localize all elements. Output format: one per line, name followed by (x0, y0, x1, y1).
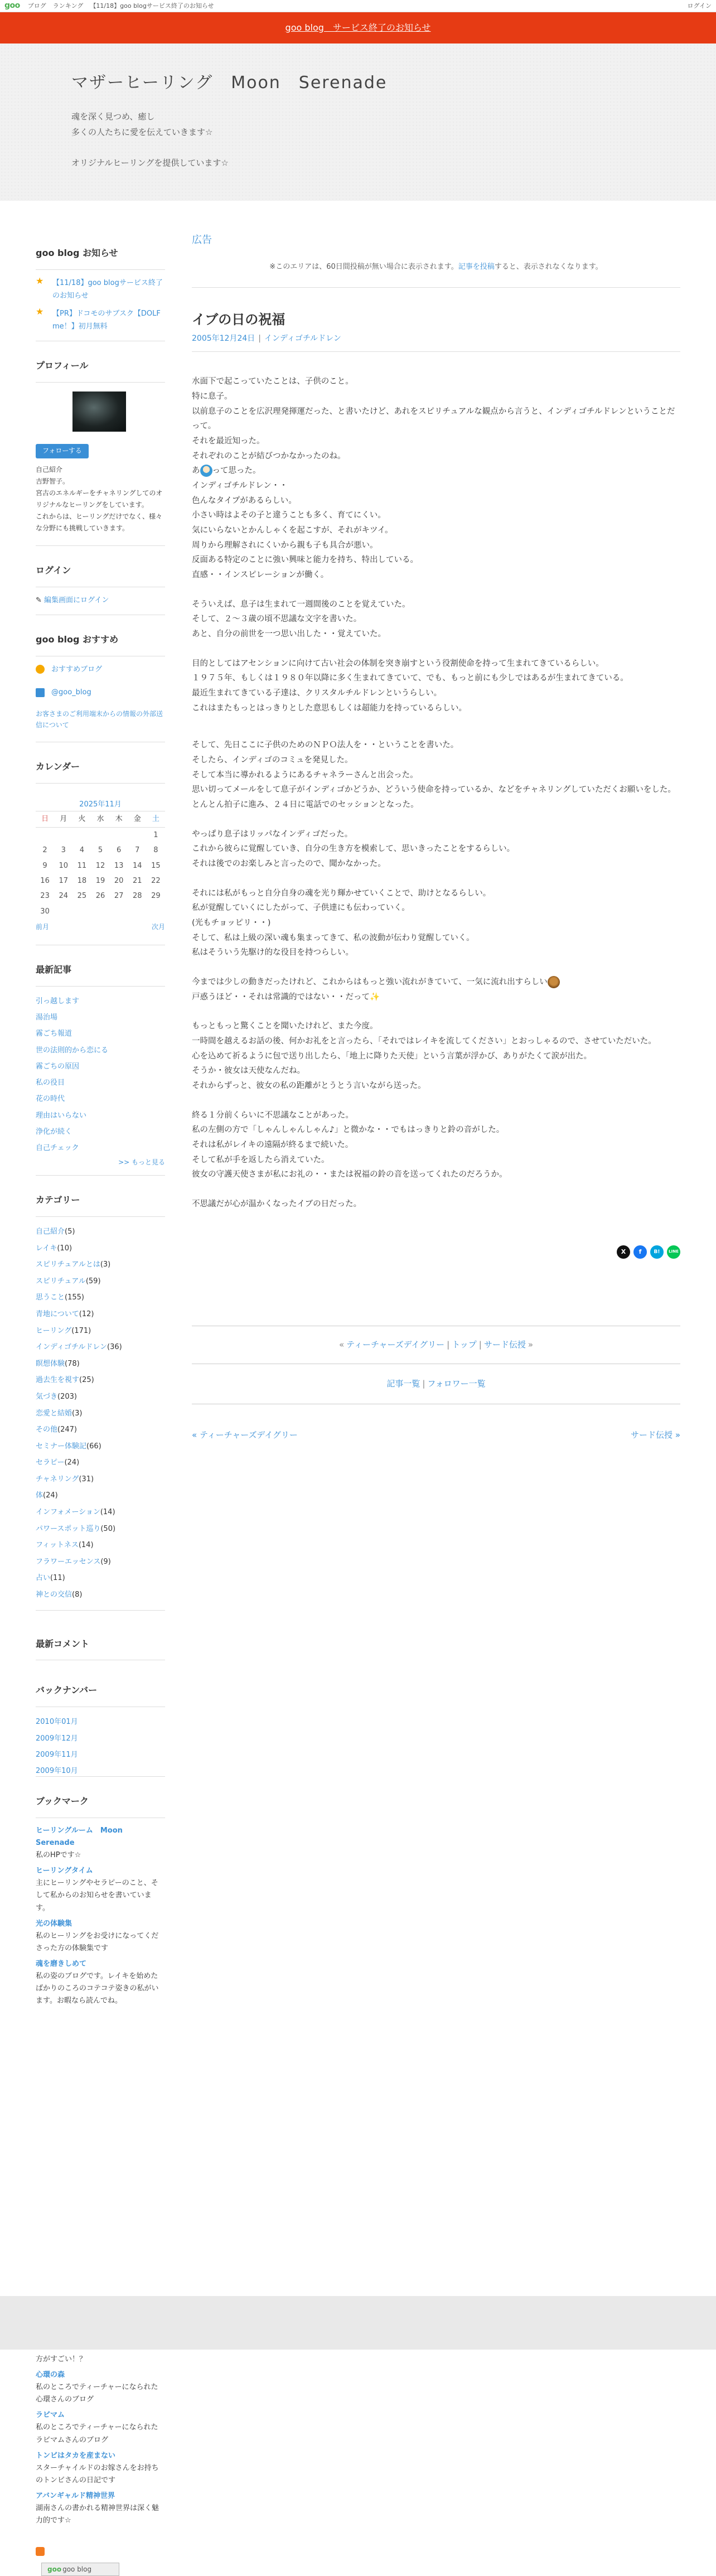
bookmark-desc: 私のHPです☆ (36, 1851, 81, 1860)
category-count: (31) (79, 1475, 94, 1483)
category-link[interactable]: 気づき (36, 1392, 58, 1401)
categories-widget (36, 1192, 165, 1610)
category-item[interactable] (36, 1273, 165, 1290)
category-count: (171) (71, 1326, 91, 1335)
profile-widget (36, 358, 165, 545)
backnumber-item[interactable] (36, 1747, 165, 1763)
calendar-day: 1 (153, 830, 158, 839)
divider (36, 545, 165, 546)
calendar-day: 13 (114, 861, 124, 870)
calendar-day: 2 (42, 846, 47, 855)
calendar-day: 6 (116, 846, 122, 855)
calendar-day: 21 (133, 877, 142, 886)
bookmark-desc: 私の姿のブログです。レイキを始めたばかりのころのコテコテ姿きの私がいます。お暇なら読んでね。 (36, 1972, 159, 2005)
recommend-item[interactable] (36, 686, 165, 699)
calendar-day: 14 (133, 861, 142, 870)
category-link[interactable]: スピリチュアルとは (36, 1260, 100, 1269)
profile-image[interactable] (72, 392, 126, 432)
goo-badge-logo: goo (47, 2565, 62, 2574)
bookmark-desc: 私のヒーリングをお受けになってくださった方の体験集です (36, 1931, 159, 1952)
comments-heading: 最新コメント (36, 1636, 165, 1661)
recent-post-item[interactable] (36, 1026, 165, 1042)
bookmark-desc: 主にヒーリングやセラピーのこと、そして私からのお知らせを書いています。 (36, 1879, 158, 1912)
bookmark-desc: 湖南さんの書かれる精神世界は深く魅力的です☆ (36, 2504, 159, 2525)
category-item[interactable] (36, 1454, 165, 1471)
twitter-icon (36, 688, 45, 697)
category-item[interactable] (36, 1570, 165, 1587)
meta-separator: | (258, 334, 261, 343)
calendar-day (54, 827, 72, 843)
bookmark-title[interactable]: 光の体験集 (36, 1919, 72, 1928)
category-count: (78) (65, 1359, 80, 1368)
calendar-day: 11 (77, 861, 87, 870)
news-link[interactable]: 【11/18】goo blogサービス終了のお知らせ (52, 278, 163, 301)
post-paragraph (192, 975, 680, 1004)
news-item[interactable] (36, 277, 165, 303)
blog-post (192, 308, 680, 1259)
category-item[interactable] (36, 1504, 165, 1521)
weekday-label: 金 (133, 815, 141, 824)
post-paragraph: 終る１分前くらいに不思議なことがあった。 私の左側の方で「しゃんしゃんしゃん♪」と微かな・・でもはっきりと鈴の音がした。 それは私がレイキの遠隔が終るまで続いた。 そして私が手を返したら消えていた。 彼女の守護天使さまが私にお礼の・・または祝福の鈴の音を送ってくれたのだろうか。 (192, 1110, 507, 1180)
category-link[interactable]: 自己紹介 (36, 1227, 65, 1236)
category-count: (14) (100, 1508, 115, 1517)
weekday-label: 土 (152, 815, 159, 824)
backnumber-link[interactable]: 2009年11月 (36, 1750, 78, 1759)
login-link[interactable]: ログイン (687, 2, 712, 9)
calendar-week (36, 843, 165, 858)
calendar-day: 20 (114, 877, 124, 886)
calendar-day (91, 904, 109, 919)
bookmark-title[interactable]: 魂を磨きしめて (36, 1959, 87, 1968)
nav-top-link[interactable]: トップ (452, 1339, 477, 1350)
category-link[interactable]: 思うこと (36, 1293, 65, 1302)
category-item[interactable] (36, 1587, 165, 1603)
nav-separator: | (422, 1378, 425, 1389)
category-count: (155) (65, 1293, 84, 1302)
category-count: (24) (43, 1491, 58, 1500)
rss-icon[interactable] (36, 2547, 45, 2556)
next-month-link[interactable]: 次月 (151, 923, 165, 931)
follower-list-link[interactable]: フォロワー一覧 (427, 1378, 486, 1389)
category-link[interactable]: パワースポット巡り (36, 1524, 101, 1533)
recommend-item[interactable] (36, 663, 165, 676)
bear-face-icon (548, 976, 560, 988)
category-link[interactable]: 体 (36, 1491, 43, 1500)
nav-separator: | (478, 1339, 482, 1350)
recommend-blog-link[interactable]: おすすめブログ (51, 665, 103, 674)
nav-separator: | (447, 1339, 450, 1350)
news-widget (36, 245, 165, 341)
category-link[interactable]: 青地について (36, 1309, 79, 1318)
category-link[interactable]: 過去生を視す (36, 1376, 80, 1385)
calendar-day: 10 (59, 861, 68, 870)
blog-header (0, 44, 716, 201)
post-text: あ (192, 466, 200, 476)
category-count: (59) (85, 1277, 101, 1285)
footer-bookmark-list (36, 2353, 165, 2527)
calendar-day: 12 (95, 861, 105, 870)
bookmark-scroll[interactable] (36, 1825, 165, 2005)
calendar-week (36, 827, 165, 843)
bookmark-desc: スターチャイルドのお嫁さんをお持ちのトンビさんの日記です (36, 2463, 159, 2485)
divider (192, 287, 680, 288)
post-paragraph (192, 463, 680, 582)
blog-title[interactable]: マザーヒーリング Moon Serenade (71, 73, 388, 93)
category-count: (5) (65, 1227, 75, 1236)
star-icon: ★ (36, 275, 44, 286)
recent-post-item[interactable] (36, 1124, 165, 1140)
prev-next-nav (192, 1428, 680, 1443)
post-text: って思った。 インディゴチルドレン・・ 色んなタイプがあるらしい。 小さい時はよその子と違うことも多く、育てにくい。 気にいらないとかんしゃくを起こすが、それがキツイ。 周りから理解されにくいから親も子も具合が悪い。 反面ある特定のことに強い興味と能力を持ち、特出している。 直感・・インスピレーションが働く。 (192, 466, 418, 579)
follow-button[interactable]: フォローする (36, 444, 89, 458)
calendar-day (54, 904, 72, 919)
category-item[interactable] (36, 1521, 165, 1538)
news-heading: goo blog お知らせ (36, 245, 165, 270)
category-link[interactable]: レイキ (36, 1244, 57, 1253)
post-paragraph: そういえば、息子は生まれて一週間後のことを覚えていた。 そして、２〜３歳の頃不思議な文字を書いた。 あと、自分の前世を一つ思い出した・・覚えていた。 (192, 600, 410, 639)
calendar-week (36, 904, 165, 919)
recent-posts-heading: 最新記事 (36, 962, 165, 987)
calendar-day: 7 (135, 846, 140, 855)
categories-list (36, 1224, 165, 1603)
category-count: (11) (50, 1574, 65, 1583)
recent-posts-widget (36, 962, 165, 1176)
bookmark-title[interactable]: トンビはタカを産まない (36, 2451, 116, 2460)
category-count: (203) (57, 1392, 77, 1401)
recent-post-item[interactable] (36, 1108, 165, 1124)
calendar-day: 23 (40, 892, 50, 901)
bookmark-widget (36, 1794, 165, 2005)
calendar-day: 29 (151, 892, 161, 901)
recent-post-link[interactable]: 引っ越します (36, 997, 80, 1006)
calendar-day (36, 827, 54, 843)
sidebar (36, 245, 165, 2005)
post-text: 今までは少しの動きだったけれど、これからはもっと強い流れがきていて、一気に流れ出すらしい (192, 978, 548, 987)
backnumber-item[interactable] (36, 1731, 165, 1747)
edit-login-link[interactable]: 編集画面にログイン (44, 596, 109, 605)
bookmark-desc: 私のところでティーチャーになられたラビマムさんのブログ (36, 2423, 158, 2444)
category-count: (50) (100, 1524, 116, 1533)
category-link[interactable]: 占い (36, 1574, 51, 1583)
calendar-day (110, 827, 128, 843)
category-count: (247) (57, 1425, 77, 1434)
share-buttons (192, 1245, 680, 1259)
recent-post-item[interactable] (36, 1009, 165, 1026)
category-item[interactable] (36, 1405, 165, 1422)
category-link[interactable]: セラピー (36, 1458, 65, 1467)
divider (36, 1610, 165, 1611)
surprised-face-icon (200, 465, 212, 477)
backnumber-list (36, 1714, 165, 1779)
calendar-day (72, 827, 91, 843)
calendar-day: 26 (95, 892, 105, 901)
service-end-banner[interactable]: goo blog サービス終了のお知らせ (0, 12, 716, 44)
recent-post-link[interactable]: 霧ごちの原因 (36, 1062, 80, 1071)
calendar-day: 9 (42, 861, 47, 870)
category-item[interactable] (36, 1289, 165, 1306)
profile-heading: プロフィール (36, 358, 165, 383)
list-nav-line (192, 1364, 680, 1391)
recent-post-link[interactable]: 自己チェック (36, 1144, 79, 1153)
calendar-day: 18 (77, 877, 87, 886)
recent-post-link[interactable]: 世の法則的から恋にる (36, 1046, 109, 1055)
recent-post-link[interactable]: 浄化が続く (36, 1127, 72, 1136)
post-paragraph: それには私がもっと自分自身の魂を光り輝かせていくことで、助けとなるらしい。 私が覚醒していくにしたがって、子供達にも伝わっていく。 (光もチョッピリ・・) そして、私は上級の深い魂も集まってきて、私の波動が伝わり覚醒していく。 私はそういう先駆け的な役目を持つらしい。 (192, 888, 491, 958)
bulb-icon (36, 665, 45, 674)
calendar-day: 19 (95, 877, 105, 886)
category-link[interactable]: インフォメーション (36, 1508, 100, 1517)
recent-post-item[interactable] (36, 1091, 165, 1107)
calendar-day: 15 (151, 861, 161, 870)
category-link[interactable]: その他 (36, 1425, 58, 1434)
login-heading: ログイン (36, 563, 165, 587)
category-item[interactable] (36, 1372, 165, 1389)
ad-heading: 広告 (192, 234, 212, 246)
comments-widget (36, 1636, 165, 1661)
post-paragraph: やっぱり息子はリッパなインディゴだった。 これから彼らに覚醒していき、自分の生き方を模索して、思いきったことをするらしい。 それは後でのお楽しみと言ったので、聞かなかった。 (192, 829, 515, 868)
calendar-nav (36, 921, 165, 934)
post-body (192, 374, 680, 1212)
bookmark-heading: ブックマーク (36, 1794, 165, 1818)
sparkle-icon: ✨ (370, 992, 380, 1002)
categories-heading: カテゴリー (36, 1192, 165, 1217)
bookmark-title[interactable]: アバンギャルド精神世界 (36, 2491, 115, 2500)
category-item[interactable] (36, 1438, 165, 1455)
calendar-day: 8 (153, 846, 158, 855)
ranking-link[interactable]: ランキング (52, 2, 84, 9)
weekday-label: 日 (41, 815, 49, 824)
bookmark-title[interactable]: 心環の森 (36, 2371, 65, 2380)
category-link[interactable]: インディゴチルドレン (36, 1343, 107, 1352)
calendar-week (36, 888, 165, 903)
bookmark-title[interactable]: ヒーリングルーム Moon Serenade (36, 1826, 130, 1848)
calendar-day: 4 (79, 846, 84, 855)
category-link[interactable]: スピリチュアル (36, 1277, 86, 1285)
weekday-label: 月 (60, 815, 67, 824)
goo-badge-label: goo blog (62, 2565, 92, 2574)
hatena-share-icon[interactable]: B! (650, 1245, 664, 1259)
category-item[interactable] (36, 1389, 165, 1405)
more-posts-link[interactable]: >> もっと見る (118, 1158, 165, 1166)
profile-text: 自己紹介 吉野智子。 宮古のエネルギーをチャネリングしてのオリジナルなヒーリングをしています。 これからは、ヒーリングだけでなく、様々な分野にも挑戦していきます。 (36, 465, 163, 532)
weekday-label: 火 (78, 815, 86, 824)
post-paragraph: もっともっと驚くことを聞いたけれど、また今度。 一時間を越えるお話の後、何かお礼をと言ったら、「それではレイキを流してください」とおっしゃるので、させていただいた。 心を込めて祈るように包で送り出したら、「地上に降りた天使」という言葉が浮かび、ありがたくて涙が出た。 そうか・彼女は天使なんだね。 それからずっと、彼女の私の距離がとうとう言いながら送った。 (192, 1022, 656, 1091)
ad-note-text: ※このエリアは、60日間投稿が無い場合に表示されます。 (269, 263, 458, 272)
calendar-body (36, 827, 165, 919)
category-count: (25) (79, 1376, 94, 1385)
calendar-week (36, 873, 165, 888)
calendar-day: 30 (40, 907, 50, 916)
backnumber-link[interactable]: 2009年12月 (36, 1734, 78, 1743)
recent-post-link[interactable]: 理由はいらない (36, 1111, 87, 1120)
category-link[interactable]: セミナー体験記 (36, 1442, 87, 1451)
login-widget (36, 563, 165, 615)
nav-prev-link[interactable]: ティーチャーズデイグリー (346, 1339, 445, 1350)
category-count: (8) (72, 1591, 83, 1599)
backnumber-widget (36, 1683, 165, 1777)
category-count: (12) (79, 1309, 94, 1318)
bookmark-desc: 方がすごい！？ (36, 2355, 87, 2364)
post-date[interactable]: 2005年12月24日 (192, 334, 255, 343)
category-item[interactable] (36, 1240, 165, 1257)
calendar-weekdays (36, 811, 165, 827)
category-item[interactable] (36, 1356, 165, 1372)
category-count: (3) (100, 1260, 111, 1269)
calendar-day: 27 (114, 892, 124, 901)
recent-post-link[interactable]: 霧ごち報道 (36, 1030, 72, 1038)
top-utility-bar (0, 0, 716, 12)
prev-post-link[interactable]: « ティーチャーズデイグリー (192, 1429, 298, 1440)
calendar-day: 16 (40, 877, 50, 886)
post-category[interactable]: インディゴチルドレン (264, 334, 341, 343)
weekday-label: 水 (96, 815, 104, 824)
recent-post-link[interactable]: 私の役目 (36, 1079, 65, 1088)
post-article-link[interactable]: 記事を投稿 (458, 263, 495, 272)
calendar-day (110, 904, 128, 919)
post-title[interactable]: イブの日の祝福 (192, 311, 286, 327)
backnumber-scroll[interactable] (36, 1714, 165, 1776)
category-item[interactable] (36, 1554, 165, 1570)
divider (192, 351, 680, 352)
article-list-link[interactable]: 記事一覧 (386, 1378, 420, 1389)
backnumber-link[interactable]: 2010年01月 (36, 1718, 78, 1727)
category-link[interactable]: チャネリング (36, 1475, 79, 1483)
category-count: (24) (64, 1458, 80, 1467)
calendar-week (36, 858, 165, 873)
category-count: (66) (86, 1442, 101, 1451)
recent-post-item[interactable] (36, 993, 165, 1009)
calendar-heading: カレンダー (36, 759, 165, 784)
category-count: (10) (57, 1244, 72, 1253)
service-end-link[interactable]: 【11/18】goo blogサービス終了のお知らせ (90, 2, 214, 9)
divider (36, 1175, 165, 1176)
calendar-month: 2025年11月 (79, 800, 122, 809)
category-item[interactable] (36, 1487, 165, 1504)
calendar-day: 22 (151, 877, 161, 886)
recent-post-item[interactable] (36, 1042, 165, 1059)
footer-bookmark-continuation (36, 2353, 165, 2576)
prev-month-link[interactable]: 前月 (36, 923, 50, 931)
post-navigation (192, 1326, 680, 1443)
weekday-label: 木 (115, 815, 123, 824)
bookmark-title[interactable]: ラビマム (36, 2411, 65, 2420)
category-link[interactable]: 神との交信 (36, 1591, 72, 1599)
category-item[interactable] (36, 1224, 165, 1240)
calendar-day (91, 827, 109, 843)
bookmark-desc: 私のところでティーチャーになられた心環さんのブログ (36, 2383, 158, 2404)
news-item[interactable] (36, 307, 165, 334)
category-link[interactable]: ヒーリング (36, 1326, 72, 1335)
category-link[interactable]: 瞑想体験 (36, 1359, 65, 1368)
edit-login-item[interactable] (36, 594, 165, 607)
recommend-widget (36, 632, 165, 742)
category-count: (36) (107, 1343, 122, 1352)
news-link[interactable]: 【PR】ドコモのサブスク【DOLF me！】初月無料 (52, 309, 161, 331)
category-link[interactable]: 恋愛と結婚 (36, 1409, 72, 1418)
post-paragraph: 不思議だが心が温かくなったイブの日だった。 (192, 1200, 362, 1209)
category-item[interactable] (36, 1256, 165, 1273)
calendar-widget (36, 759, 165, 945)
pencil-icon: ✎ (36, 596, 45, 605)
calendar-day (72, 904, 91, 919)
goo-blog-badge[interactable] (41, 2563, 119, 2576)
line-share-icon[interactable]: LINE (667, 1245, 680, 1259)
x-share-icon[interactable]: X (617, 1245, 630, 1259)
post-paragraph: 目的としてはアセンションに向けて古い社会の体制を突き崩すという役割使命を持って生まれてきているらしい。 １９７５年、もしくは１９８０年以降に多く生まれてきていて、でも、もっと前にも少しではあるが生まれてきている。 最近生まれてきている子達は、クリスタルチルドレンというらしい。 これはまたもっとはっきりとした意思もしくは超能力を持っているらしい。 (192, 659, 628, 713)
recommend-heading: goo blog おすすめ (36, 632, 165, 656)
backnumber-item[interactable] (36, 1714, 165, 1730)
blog-link[interactable]: ブログ (27, 2, 46, 9)
backnumber-link[interactable]: 2009年10月 (36, 1767, 78, 1776)
nav-mark: » (528, 1339, 534, 1350)
nav-next-link[interactable]: サード伝授 (483, 1339, 526, 1350)
calendar-day: 25 (77, 892, 87, 901)
calendar-day: 28 (133, 892, 142, 901)
category-item[interactable] (36, 1471, 165, 1488)
category-count: (3) (72, 1409, 83, 1418)
ad-note-text: すると、表示されなくなります。 (494, 263, 603, 272)
recent-post-item[interactable] (36, 1075, 165, 1091)
calendar-day: 17 (59, 877, 68, 886)
category-count: (9) (100, 1557, 111, 1566)
post-nav-line (192, 1326, 680, 1364)
external-info-link[interactable]: お客さまのご利用端末からの情報の外部送信について (36, 709, 163, 729)
main-content (192, 231, 680, 1443)
blog-description: 魂を深く見つめ、癒し 多くの人たちに愛を伝えていきます☆ オリジナルヒーリングを提供しています☆ (71, 112, 229, 168)
calendar-table (36, 811, 165, 919)
bookmark-list (36, 1825, 165, 2007)
recent-post-item[interactable] (36, 1059, 165, 1075)
goo-logo[interactable]: goo (4, 1, 20, 10)
recent-post-link[interactable]: 花の時代 (36, 1095, 65, 1104)
recent-post-link[interactable]: 湯治場 (36, 1013, 58, 1022)
ad-note (192, 260, 680, 273)
post-paragraph: 水面下で起こっていたことは、子供のこと。 特に息子。 以前息子のことを広沢理発揮運だった、と書いたけど、あれをスピリチュアルな観点から言うと、インディゴチルドレンということだって。 それを最近知った。 それぞれのことが結びつかなかったのね。 (192, 377, 675, 461)
post-meta (192, 332, 680, 346)
category-item[interactable] (36, 1537, 165, 1554)
calendar-day (147, 904, 165, 919)
category-item[interactable] (36, 1339, 165, 1356)
nav-mark: « (338, 1339, 345, 1350)
calendar-day (128, 904, 147, 919)
footer-band (0, 2296, 716, 2350)
category-item[interactable] (36, 1323, 165, 1340)
recent-post-item[interactable] (36, 1140, 165, 1156)
more-posts-item (36, 1157, 165, 1169)
next-post-link[interactable]: サード伝授 » (631, 1429, 680, 1440)
calendar-day (128, 827, 147, 843)
facebook-share-icon[interactable]: f (633, 1245, 647, 1259)
category-link[interactable]: フラワーエッセンス (36, 1557, 101, 1566)
category-item[interactable] (36, 1422, 165, 1438)
star-icon: ★ (36, 306, 44, 317)
post-paragraph: そして、先日ここに子供のためのＮＰＯ法人を・・ということを書いた。 そしたら、インディゴのコミュを発見した。 そして本当に導かれるようにあるチャネラーさんと出会った。 思い切ってメールをして息子がインディゴかどうか、どういう使命を持っているか、などをチャネリングしていただくお願いをした。 とんとん拍子に進み、２４日に電話でのセッションとなった。 (192, 741, 676, 809)
bookmark-title[interactable]: ヒーリングタイム (36, 1867, 93, 1876)
recent-posts-list (36, 993, 165, 1157)
calendar-day: 3 (61, 846, 66, 855)
backnumber-heading: バックナンバー (36, 1683, 165, 1707)
post-text: 戸惑うほど・・それは常識的ではない・・だって (192, 992, 370, 1002)
category-count: (14) (78, 1541, 94, 1550)
calendar-day: 5 (98, 846, 103, 855)
category-link[interactable]: フィットネス (36, 1541, 79, 1550)
twitter-link[interactable]: @goo_blog (51, 688, 91, 697)
category-item[interactable] (36, 1306, 165, 1323)
calendar-day: 24 (59, 892, 68, 901)
